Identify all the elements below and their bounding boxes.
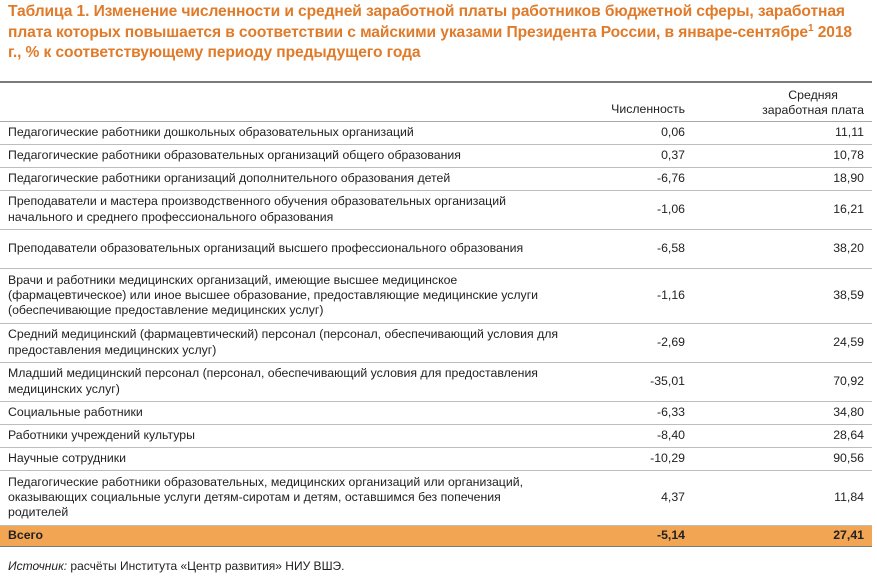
header-salary-line2: заработная плата xyxy=(762,102,864,117)
table-row xyxy=(0,190,872,229)
row-label: Педагогические работники организаций дополнительного образования детей xyxy=(0,167,570,190)
total-label: Всего xyxy=(0,525,570,546)
row-headcount: -1,16 xyxy=(570,268,691,323)
table-row xyxy=(0,401,872,424)
row-label: Врачи и работники медицинских организаций, имеющие высшее медицинское (фармацевтическое) или иное высшее образование, предоставляющие медицинские услуги (обеспечивающие предоставление медицинских услуг) xyxy=(0,268,570,323)
row-headcount: -8,40 xyxy=(570,424,691,447)
row-headcount: -6,33 xyxy=(570,401,691,424)
row-label: Педагогические работники образовательных организаций общего образования xyxy=(0,144,570,167)
row-salary: 11,84 xyxy=(691,470,872,525)
title-text-end: 2018 г., % к соответствующему периоду предыдущего года xyxy=(8,23,852,61)
row-label: Преподаватели и мастера производственного обучения образовательных организаций начального и среднего профессионального образования xyxy=(0,190,570,229)
row-label: Средний медицинский (фармацевтический) персонал (персонал, обеспечивающий условия для предоставления медицинских услуг) xyxy=(0,323,570,362)
source-text: расчёты Института «Центр развития» НИУ ВШЭ. xyxy=(67,559,345,573)
row-headcount: 4,37 xyxy=(570,470,691,525)
row-salary: 28,64 xyxy=(691,424,872,447)
table-row xyxy=(0,121,872,144)
row-headcount: -1,06 xyxy=(570,190,691,229)
header-salary-line1: Средняя xyxy=(788,87,838,102)
total-row xyxy=(0,525,872,546)
row-label: Педагогические работники дошкольных образовательных организаций xyxy=(0,121,570,144)
row-headcount: 0,37 xyxy=(570,144,691,167)
row-label: Младший медицинский персонал (персонал, обеспечивающий условия для предоставления медицинских услуг) xyxy=(0,362,570,401)
row-label: Преподаватели образовательных организаций высшего профессионального образования xyxy=(0,229,570,268)
table-row xyxy=(0,362,872,401)
header-salary xyxy=(691,83,872,121)
row-label: Научные сотрудники xyxy=(0,447,570,470)
row-headcount: -2,69 xyxy=(570,323,691,362)
table-row xyxy=(0,268,872,323)
source-label: Источник: xyxy=(8,559,68,573)
data-table xyxy=(0,83,872,547)
row-salary: 70,92 xyxy=(691,362,872,401)
total-salary: 27,41 xyxy=(691,525,872,546)
header-row xyxy=(0,83,872,121)
table-row xyxy=(0,144,872,167)
row-headcount: -10,29 xyxy=(570,447,691,470)
source-note xyxy=(8,559,345,574)
row-label: Социальные работники xyxy=(0,401,570,424)
row-salary: 90,56 xyxy=(691,447,872,470)
row-label: Работники учреждений культуры xyxy=(0,424,570,447)
header-label-cell xyxy=(0,83,570,121)
row-headcount: -6,58 xyxy=(570,229,691,268)
row-headcount: -35,01 xyxy=(570,362,691,401)
table-title xyxy=(8,2,868,64)
row-salary: 16,21 xyxy=(691,190,872,229)
table-row xyxy=(0,167,872,190)
row-salary: 38,59 xyxy=(691,268,872,323)
row-salary: 24,59 xyxy=(691,323,872,362)
table-row xyxy=(0,229,872,268)
row-salary: 11,11 xyxy=(691,121,872,144)
row-salary: 10,78 xyxy=(691,144,872,167)
table-row xyxy=(0,447,872,470)
table-row xyxy=(0,470,872,525)
row-headcount: 0,06 xyxy=(570,121,691,144)
row-salary: 38,20 xyxy=(691,229,872,268)
row-label: Педагогические работники образовательных, медицинских организаций или организаций, оказывающих социальные услуги детям-сиротам и детям, оставшимся без попечения родителей xyxy=(0,470,570,525)
table-row xyxy=(0,323,872,362)
table-row xyxy=(0,424,872,447)
row-salary: 18,90 xyxy=(691,167,872,190)
title-text: Таблица 1. Изменение численности и средней заработной платы работников бюджетной сферы, заработная плата которых повышается в соответствии с майскими указами Президента России, в январе-сентябре xyxy=(8,3,845,41)
row-salary: 34,80 xyxy=(691,401,872,424)
footnote-mark: 1 xyxy=(808,22,814,34)
header-headcount: Численность xyxy=(611,102,685,117)
total-headcount: -5,14 xyxy=(570,525,691,546)
row-headcount: -6,76 xyxy=(570,167,691,190)
